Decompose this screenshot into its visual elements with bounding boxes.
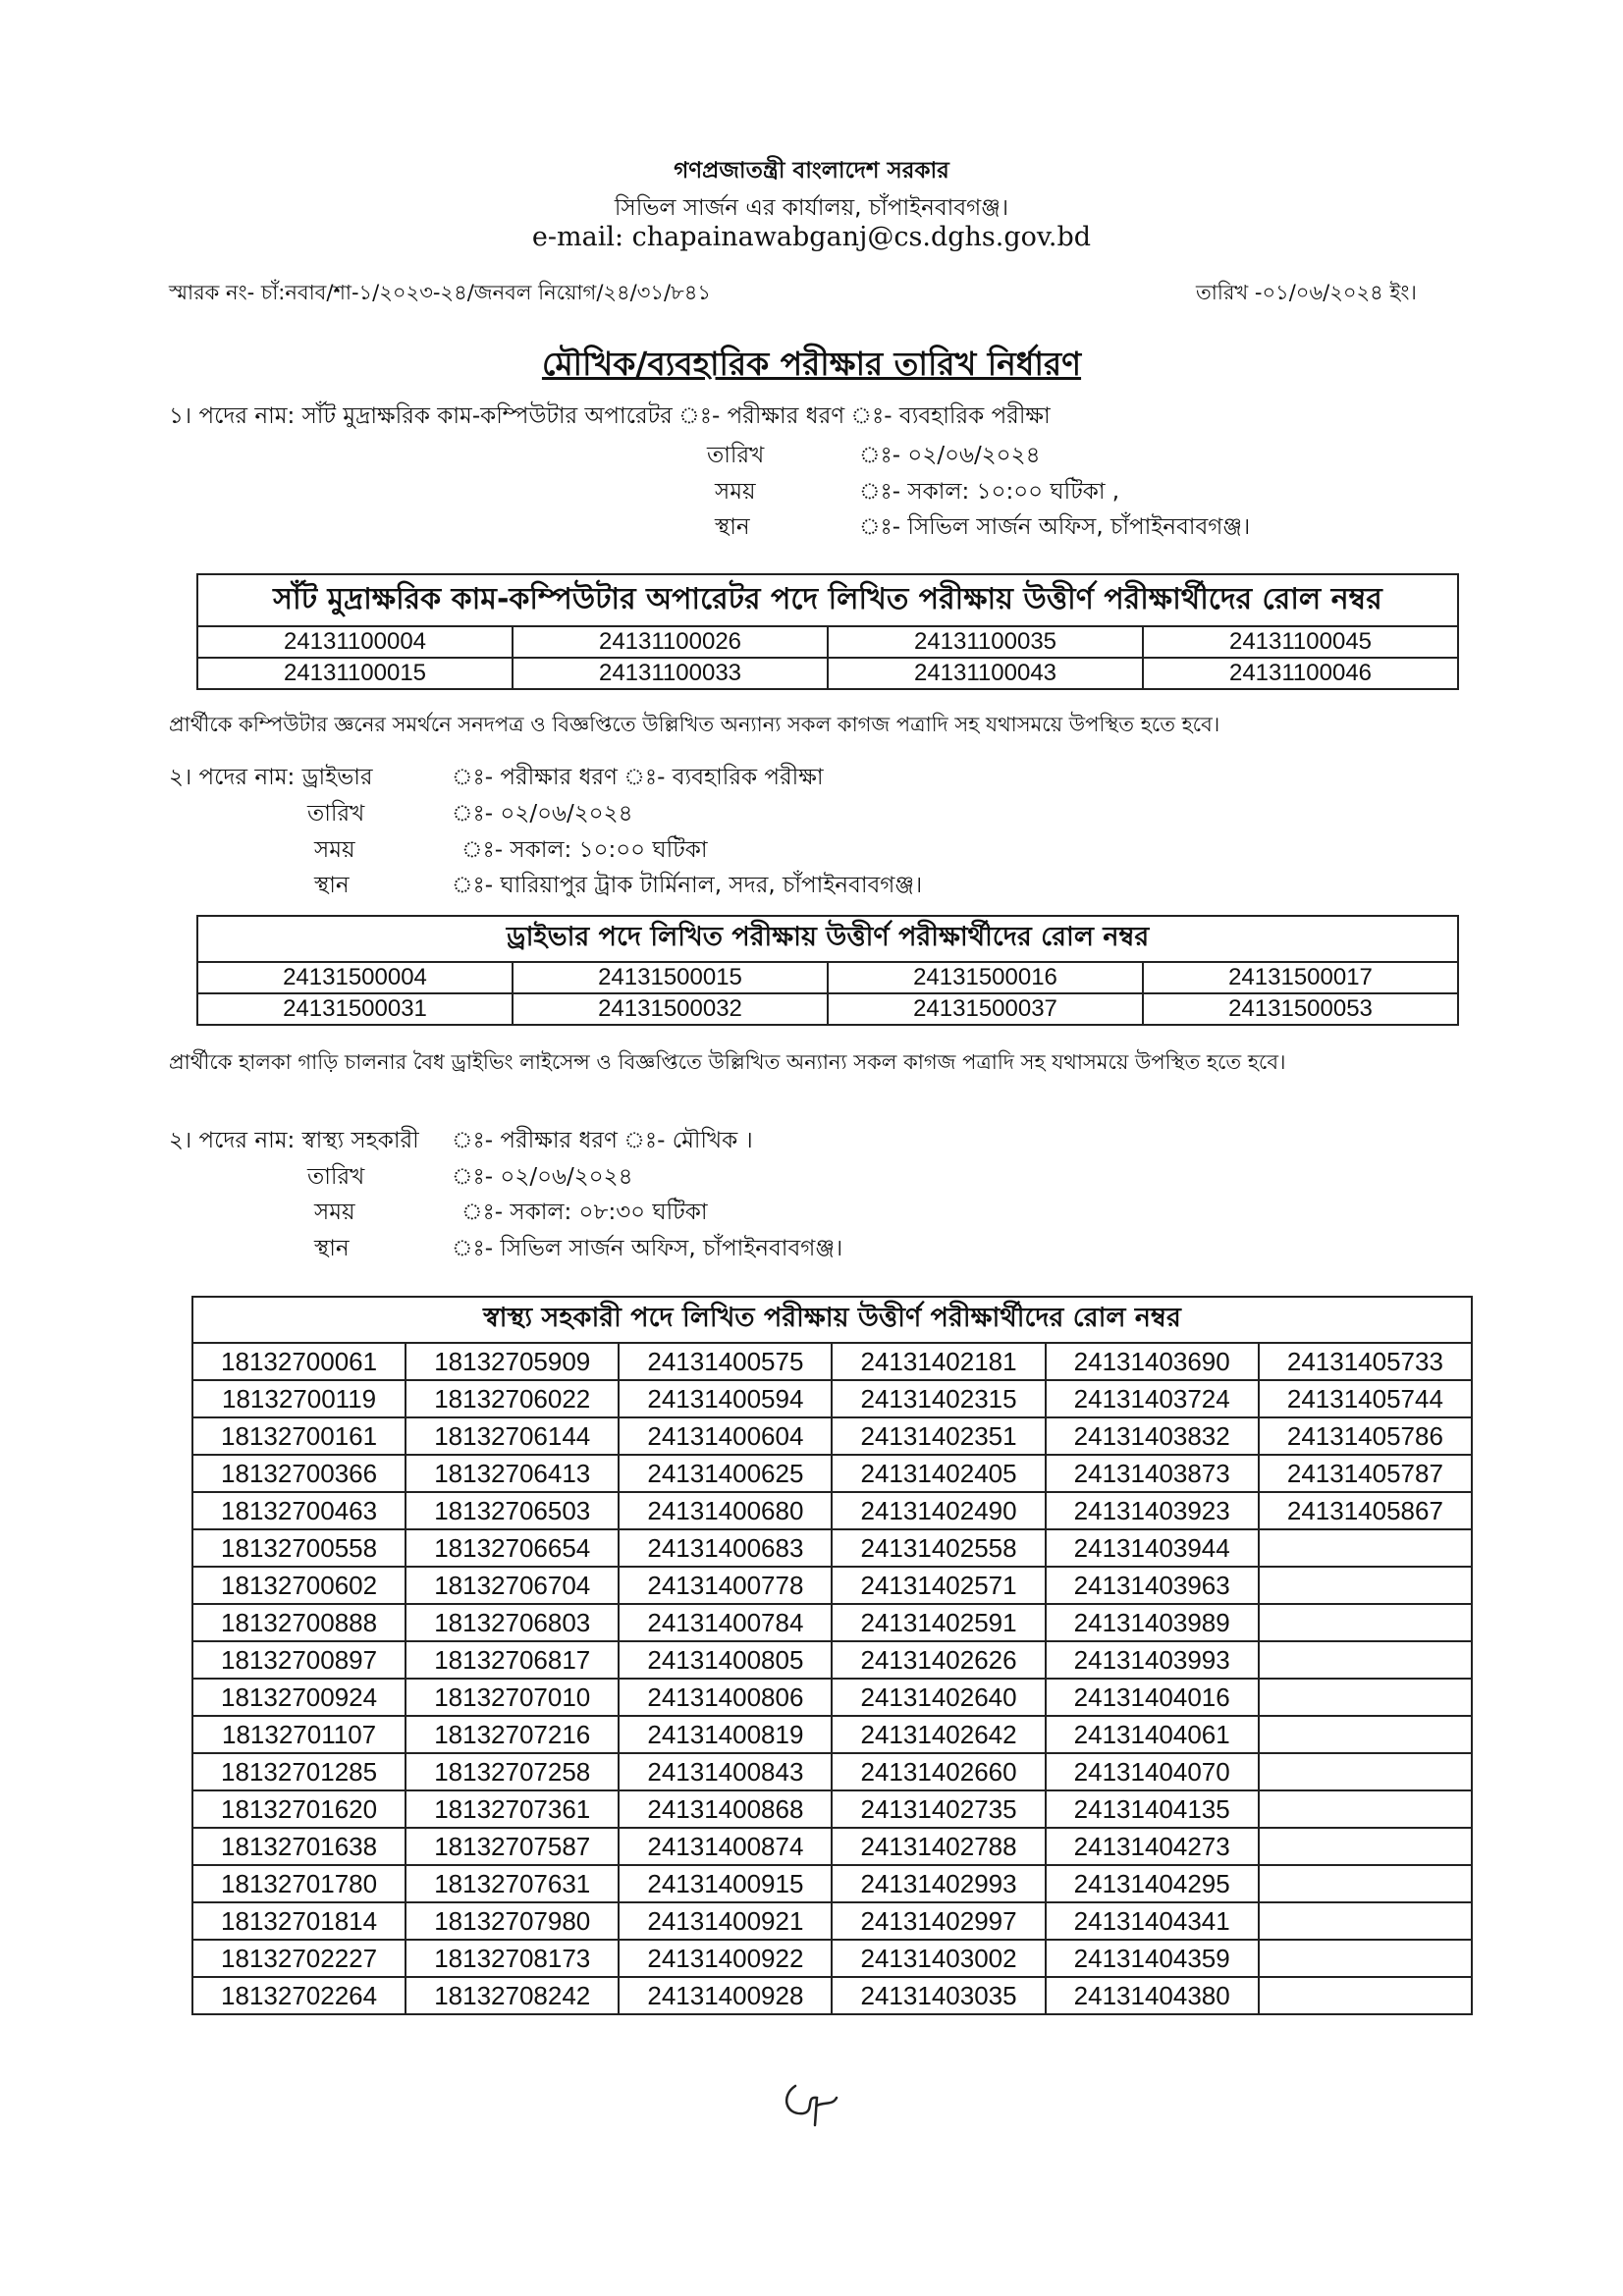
header-office: সিভিল সার্জন এর কার্যালয়, চাঁপাইনবাবগঞ্জ। [614, 195, 1009, 221]
roll-number-cell [1259, 1604, 1472, 1641]
roll-number-cell: 24131400819 [619, 1716, 832, 1753]
memo-date: তারিখ -০১/০৬/২০২৪ ইং। [1196, 281, 1417, 304]
roll-number-cell [1259, 1641, 1472, 1679]
table-row [197, 993, 1458, 1025]
roll-number-cell: 24131402640 [832, 1679, 1045, 1716]
table-row [192, 1679, 1472, 1716]
section2-place-label: স্থান [314, 873, 350, 898]
roll-number-cell: 24131400805 [619, 1641, 832, 1679]
table-row [197, 626, 1458, 658]
roll-number-cell: 24131404341 [1046, 1902, 1259, 1940]
roll-number-cell: 18132700119 [192, 1380, 406, 1417]
roll-number-cell: 18132706413 [406, 1455, 619, 1492]
section3-place-label: স্থান [314, 1236, 350, 1261]
roll-number-cell: 24131400843 [619, 1753, 832, 1790]
roll-number-cell: 24131403724 [1046, 1380, 1259, 1417]
roll-number-cell: 24131402997 [832, 1902, 1045, 1940]
roll-number-cell: 24131100043 [828, 658, 1143, 689]
roll-number-cell: 18132701620 [192, 1790, 406, 1828]
roll-number-cell: 24131400874 [619, 1828, 832, 1865]
roll-number-cell: 24131405867 [1259, 1492, 1472, 1529]
table-row [192, 1529, 1472, 1567]
roll-number-cell: 24131403993 [1046, 1641, 1259, 1679]
roll-table-title: ড্রাইভার পদে লিখিত পরীক্ষায় উত্তীর্ণ পরীক্ষার্থীদের রোল নম্বর [197, 916, 1458, 962]
roll-number-cell: 24131100004 [197, 626, 513, 658]
roll-number-cell [1259, 1679, 1472, 1716]
roll-number-cell: 18132702227 [192, 1940, 406, 1977]
roll-number-cell: 24131404359 [1046, 1940, 1259, 1977]
roll-number-cell: 24131400928 [619, 1977, 832, 2014]
roll-number-cell: 24131402642 [832, 1716, 1045, 1753]
roll-number-cell: 24131500004 [197, 962, 513, 993]
roll-number-cell: 24131400680 [619, 1492, 832, 1529]
roll-number-cell: 24131400915 [619, 1865, 832, 1902]
steno-roll-table [196, 573, 1459, 690]
roll-number-cell: 18132707258 [406, 1753, 619, 1790]
roll-number-cell: 24131400625 [619, 1455, 832, 1492]
section2-time-value: ঃ- সকাল: ১০:০০ ঘটিকা [461, 837, 708, 863]
section2-place-value: ঃ- ঘারিয়াপুর ট্রাক টার্মিনাল, সদর, চাঁপাইনবাবগঞ্জ। [452, 873, 923, 898]
roll-number-cell: 18132700558 [192, 1529, 406, 1567]
roll-number-cell: 18132706144 [406, 1417, 619, 1455]
roll-number-cell: 18132707980 [406, 1902, 619, 1940]
roll-number-cell: 24131403690 [1046, 1343, 1259, 1380]
roll-number-cell: 18132700897 [192, 1641, 406, 1679]
roll-number-cell: 18132701107 [192, 1716, 406, 1753]
table-row [192, 1417, 1472, 1455]
roll-number-cell [1259, 1716, 1472, 1753]
driver-roll-table [196, 915, 1459, 1026]
roll-number-cell: 24131402591 [832, 1604, 1045, 1641]
roll-number-cell: 24131400778 [619, 1567, 832, 1604]
roll-number-cell: 24131404016 [1046, 1679, 1259, 1716]
table-row [192, 1492, 1472, 1529]
roll-number-cell: 24131402788 [832, 1828, 1045, 1865]
section2-date-value: ঃ- ০২/০৬/২০২৪ [452, 801, 633, 827]
roll-number-cell: 24131403035 [832, 1977, 1045, 2014]
table-row [192, 1567, 1472, 1604]
table-row [192, 1753, 1472, 1790]
roll-number-cell: 24131400868 [619, 1790, 832, 1828]
roll-number-cell: 24131500017 [1143, 962, 1458, 993]
roll-number-cell: 24131405786 [1259, 1417, 1472, 1455]
roll-number-cell: 18132701638 [192, 1828, 406, 1865]
table-row [197, 658, 1458, 689]
roll-number-cell [1259, 1865, 1472, 1902]
roll-number-cell: 18132702264 [192, 1977, 406, 2014]
section3-time-label: সময় [314, 1200, 355, 1225]
memo-number: স্মারক নং- চাঁ:নবাব/শা-১/২০২৩-২৪/জনবল নিয়োগ/২৪/৩১/৮৪১ [169, 281, 711, 304]
section3-place-value: ঃ- সিভিল সার্জন অফিস, চাঁপাইনবাবগঞ্জ। [452, 1236, 843, 1261]
section1-date-value: ঃ- ০২/০৬/২০২৪ [859, 443, 1041, 468]
roll-number-cell: 24131400921 [619, 1902, 832, 1940]
roll-number-cell: 24131402660 [832, 1753, 1045, 1790]
roll-number-cell: 18132706503 [406, 1492, 619, 1529]
roll-number-cell: 24131404070 [1046, 1753, 1259, 1790]
roll-number-cell: 24131404295 [1046, 1865, 1259, 1902]
roll-number-cell: 18132707216 [406, 1716, 619, 1753]
section1-time-value: ঃ- সকাল: ১০:০০ ঘটিকা , [859, 479, 1120, 505]
roll-number-cell [1259, 1902, 1472, 1940]
roll-number-cell: 18132701285 [192, 1753, 406, 1790]
roll-number-cell: 18132706704 [406, 1567, 619, 1604]
roll-number-cell: 24131404061 [1046, 1716, 1259, 1753]
roll-number-cell: 24131402735 [832, 1790, 1045, 1828]
roll-number-cell: 18132706803 [406, 1604, 619, 1641]
table-row [192, 1604, 1472, 1641]
roll-number-cell [1259, 1940, 1472, 1977]
roll-number-cell: 18132701814 [192, 1902, 406, 1940]
roll-number-cell: 18132707361 [406, 1790, 619, 1828]
roll-number-cell [1259, 1567, 1472, 1604]
table-row [192, 1977, 1472, 2014]
roll-number-cell: 24131403944 [1046, 1529, 1259, 1567]
table-row [192, 1940, 1472, 1977]
header-email: e-mail: chapainawabganj@cs.dghs.gov.bd [531, 222, 1092, 252]
roll-number-cell [1259, 1753, 1472, 1790]
section3-date-value: ঃ- ০২/০৬/২০২৪ [452, 1164, 633, 1190]
roll-number-cell: 24131402351 [832, 1417, 1045, 1455]
header-govt: গণপ্রজাতন্ত্রী বাংলাদেশ সরকার [674, 158, 949, 184]
table-row [192, 1716, 1472, 1753]
roll-number-cell: 24131402181 [832, 1343, 1045, 1380]
table-row [197, 962, 1458, 993]
roll-number-cell: 24131500016 [828, 962, 1143, 993]
roll-number-cell: 24131500037 [828, 993, 1143, 1025]
section1-note: প্রার্থীকে কম্পিউটার জ্ঞনের সমর্থনে সনদপত্র ও বিজ্ঞপ্তিতে উল্লিখিত অন্যান্য সকল কাগজ পত্রাদি সহ যথাসময়ে উপস্থিত হতে হবে। [169, 713, 1220, 736]
roll-number-cell: 18132707631 [406, 1865, 619, 1902]
roll-table-title: সাঁট মুদ্রাক্ষরিক কাম-কম্পিউটার অপারেটর পদে লিখিত পরীক্ষায় উত্তীর্ণ পরীক্ষার্থীদের রোল নম্বর [197, 574, 1458, 626]
roll-number-cell: 24131400922 [619, 1940, 832, 1977]
section3-post-label: ২। পদের নাম: স্বাস্থ্য সহকারী [169, 1128, 419, 1153]
roll-number-cell: 24131402993 [832, 1865, 1045, 1902]
roll-number-cell: 24131404273 [1046, 1828, 1259, 1865]
roll-number-cell: 24131400604 [619, 1417, 832, 1455]
roll-number-cell: 18132700463 [192, 1492, 406, 1529]
signature-mark [776, 2076, 844, 2135]
section2-time-label: সময় [314, 837, 355, 863]
table-row [192, 1828, 1472, 1865]
roll-number-cell: 24131400806 [619, 1679, 832, 1716]
roll-number-cell: 24131403963 [1046, 1567, 1259, 1604]
roll-number-cell [1259, 1529, 1472, 1567]
roll-number-cell: 24131100045 [1143, 626, 1458, 658]
section3-post-value: ঃ- পরীক্ষার ধরণ ঃ- মৌখিক । [452, 1128, 753, 1153]
roll-number-cell: 24131402405 [832, 1455, 1045, 1492]
roll-number-cell: 24131402315 [832, 1380, 1045, 1417]
section1-place-label: স্থান [715, 514, 750, 540]
roll-number-cell: 24131402558 [832, 1529, 1045, 1567]
roll-number-cell: 18132700161 [192, 1417, 406, 1455]
roll-number-cell [1259, 1977, 1472, 2014]
table-row [192, 1641, 1472, 1679]
roll-table-title: স্বাস্থ্য সহকারী পদে লিখিত পরীক্ষায় উত্তীর্ণ পরীক্ষার্থীদের রোল নম্বর [192, 1297, 1472, 1343]
roll-number-cell: 24131403989 [1046, 1604, 1259, 1641]
section3-time-value: ঃ- সকাল: ০৮:৩০ ঘটিকা [461, 1200, 708, 1225]
roll-number-cell: 24131100046 [1143, 658, 1458, 689]
section2-note: প্রার্থীকে হালকা গাড়ি চালনার বৈধ ড্রাইভিং লাইসেন্স ও বিজ্ঞপ্তিতে উল্লিখিত অন্যান্য সকল কাগজ পত্রাদি সহ যথাসময়ে উপস্থিত হতে হবে। [169, 1050, 1286, 1074]
roll-number-cell: 24131403923 [1046, 1492, 1259, 1529]
roll-number-cell: 18132706817 [406, 1641, 619, 1679]
roll-number-cell: 24131403002 [832, 1940, 1045, 1977]
roll-number-cell: 18132705909 [406, 1343, 619, 1380]
roll-number-cell: 24131400575 [619, 1343, 832, 1380]
roll-number-cell: 24131100015 [197, 658, 513, 689]
roll-number-cell: 18132700061 [192, 1343, 406, 1380]
roll-number-cell [1259, 1828, 1472, 1865]
roll-number-cell: 24131100033 [513, 658, 828, 689]
roll-number-cell: 18132707587 [406, 1828, 619, 1865]
roll-number-cell: 24131400683 [619, 1529, 832, 1567]
roll-number-cell: 24131500053 [1143, 993, 1458, 1025]
roll-number-cell: 18132700366 [192, 1455, 406, 1492]
roll-number-cell: 24131100026 [513, 626, 828, 658]
roll-number-cell: 18132701780 [192, 1865, 406, 1902]
section3-date-label: তারিখ [307, 1164, 365, 1190]
roll-number-cell: 24131400784 [619, 1604, 832, 1641]
roll-number-cell: 24131404380 [1046, 1977, 1259, 2014]
table-row [192, 1343, 1472, 1380]
section2-post-value: ঃ- পরীক্ষার ধরণ ঃ- ব্যবহারিক পরীক্ষা [452, 765, 824, 790]
table-row [192, 1902, 1472, 1940]
section2-date-label: তারিখ [307, 801, 365, 827]
roll-number-cell: 24131100035 [828, 626, 1143, 658]
roll-number-cell: 24131405744 [1259, 1380, 1472, 1417]
roll-number-cell: 24131500032 [513, 993, 828, 1025]
roll-number-cell: 18132700602 [192, 1567, 406, 1604]
roll-number-cell: 24131500031 [197, 993, 513, 1025]
section1-post: ১। পদের নাম: সাঁট মুদ্রাক্ষরিক কাম-কম্পিউটার অপারেটর ঃ- পরীক্ষার ধরণ ঃ- ব্যবহারিক পরীক্ষা [169, 403, 1051, 429]
roll-number-cell: 18132707010 [406, 1679, 619, 1716]
roll-number-cell: 18132706022 [406, 1380, 619, 1417]
section1-date-label: তারিখ [707, 443, 765, 468]
roll-number-cell: 18132708242 [406, 1977, 619, 2014]
section2-post-label: ২। পদের নাম: ড্রাইভার [169, 765, 373, 790]
page-title: মৌখিক/ব্যবহারিক পরীক্ষার তারিখ নির্ধারণ [541, 345, 1082, 383]
roll-number-cell: 24131403832 [1046, 1417, 1259, 1455]
roll-number-cell: 24131402626 [832, 1641, 1045, 1679]
roll-number-cell: 24131405787 [1259, 1455, 1472, 1492]
roll-number-cell: 18132700888 [192, 1604, 406, 1641]
table-row [192, 1380, 1472, 1417]
roll-number-cell: 18132700924 [192, 1679, 406, 1716]
table-row [192, 1455, 1472, 1492]
roll-number-cell: 24131402490 [832, 1492, 1045, 1529]
roll-number-cell: 24131404135 [1046, 1790, 1259, 1828]
roll-number-cell: 18132706654 [406, 1529, 619, 1567]
section1-place-value: ঃ- সিভিল সার্জন অফিস, চাঁপাইনবাবগঞ্জ। [859, 514, 1251, 540]
roll-number-cell: 24131405733 [1259, 1343, 1472, 1380]
roll-number-cell: 24131402571 [832, 1567, 1045, 1604]
health-assistant-roll-table [191, 1296, 1473, 2015]
roll-number-cell: 24131400594 [619, 1380, 832, 1417]
section1-time-label: সময় [715, 479, 756, 505]
roll-number-cell: 18132708173 [406, 1940, 619, 1977]
roll-number-cell [1259, 1790, 1472, 1828]
table-row [192, 1790, 1472, 1828]
roll-number-cell: 24131500015 [513, 962, 828, 993]
table-row [192, 1865, 1472, 1902]
roll-number-cell: 24131403873 [1046, 1455, 1259, 1492]
